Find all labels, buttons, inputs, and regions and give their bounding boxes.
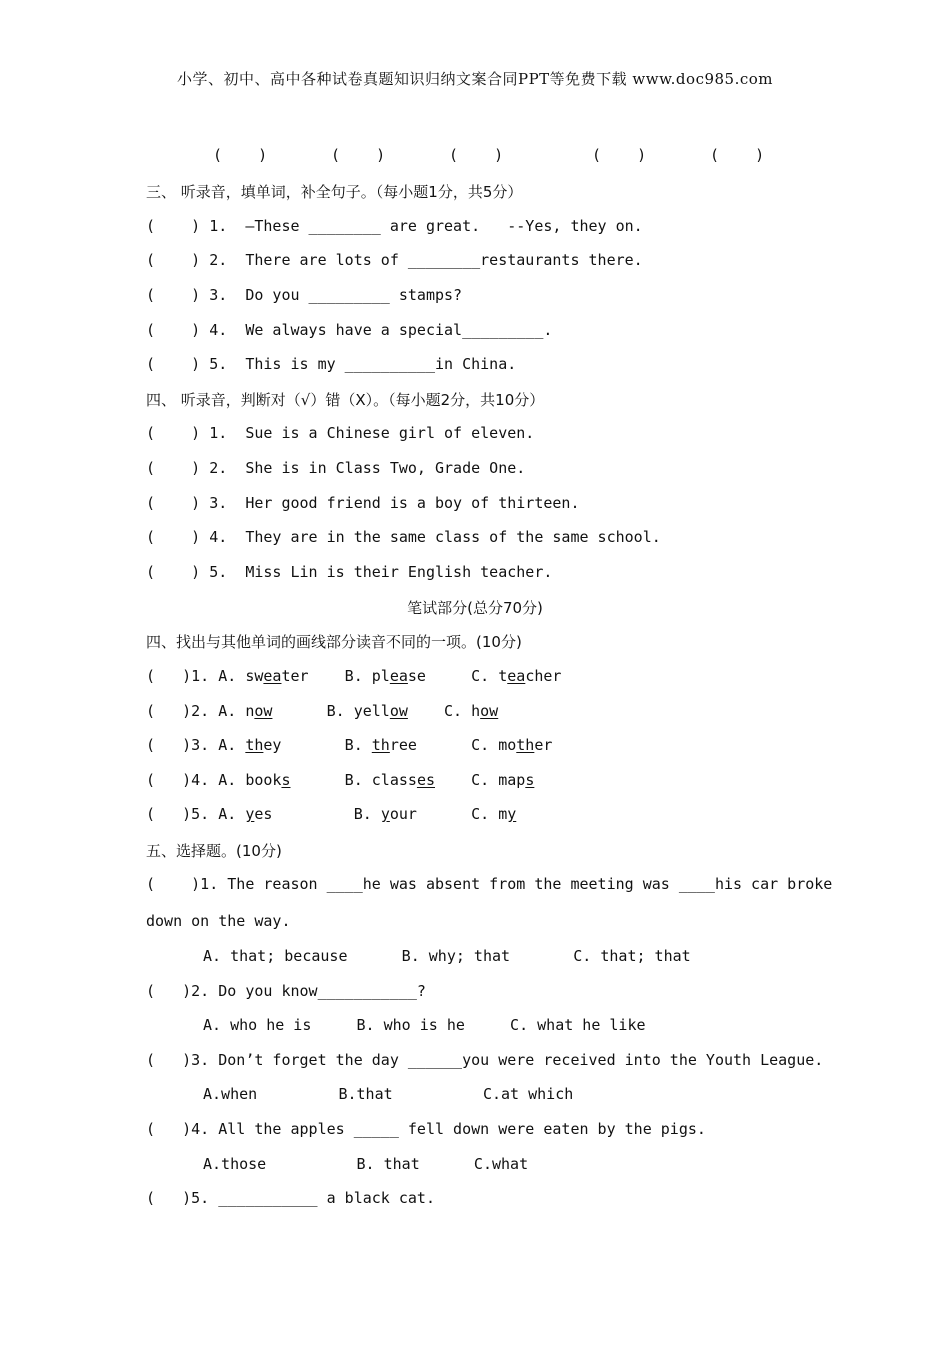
question-line: ( ) 2. There are lots of ________restaurants there.: [146, 251, 643, 269]
page-header: 小学、初中、高中各种试卷真题知识归纳文案合同PPT等免费下载 www.doc985.com: [176, 70, 774, 88]
phonics-line: ( )1. A. sweater B. please C. teacher: [146, 667, 562, 685]
answer-paren: ( ): [449, 146, 504, 164]
phonics-line: ( )5. A. yes B. your C. my: [146, 805, 517, 823]
section-4a-title: 四、 听录音，判断对（√）错（X）。（每小题2分，共10分）: [146, 391, 545, 409]
answer-paren: ( ): [331, 146, 386, 164]
options-line: A. that; because B. why; that C. that; that: [203, 947, 691, 965]
question-line: ( ) 1. Sue is a Chinese girl of eleven.: [146, 424, 535, 442]
question-line: ( ) 5. This is my __________in China.: [146, 355, 517, 373]
question-line: ( ) 2. She is in Class Two, Grade One.: [146, 459, 526, 477]
options-line: A. who he is B. who is he C. what he like: [203, 1016, 646, 1034]
options-line: A.when B.that C.at which: [203, 1085, 574, 1103]
question-line: ( ) 3. Do you _________ stamps?: [146, 286, 463, 304]
question-line: ( )5. ___________ a black cat.: [146, 1189, 435, 1207]
answer-paren: ( ): [592, 146, 647, 164]
answer-paren: ( ): [213, 146, 268, 164]
phonics-line: ( )3. A. they B. three C. mother: [146, 736, 553, 754]
question-line: ( )1. The reason ____he was absent from the meeting was ____his car broke: [146, 875, 833, 893]
question-line: ( )4. All the apples _____ fell down were eaten by the pigs.: [146, 1120, 706, 1138]
section-5-title: 五、选择题。(10分): [146, 842, 282, 860]
phonics-line: ( )4. A. books B. classes C. maps: [146, 771, 535, 789]
question-line: ( )2. Do you know___________?: [146, 982, 426, 1000]
section-4b-title: 四、找出与其他单词的画线部分读音不同的一项。(10分): [146, 633, 522, 651]
question-line: ( ) 5. Miss Lin is their English teacher.: [146, 563, 553, 581]
question-line: ( ) 3. Her good friend is a boy of thirteen.: [146, 494, 580, 512]
written-part-title: 笔试部分(总分70分): [407, 599, 543, 617]
section-3-title: 三、 听录音，填单词，补全句子。（每小题1分，共5分）: [146, 183, 523, 201]
question-line: ( ) 4. We always have a special_________.: [146, 321, 553, 339]
answer-paren: ( ): [710, 146, 765, 164]
question-line: ( ) 4. They are in the same class of the same school.: [146, 528, 661, 546]
question-line: ( ) 1. –These ________ are great. --Yes, they on.: [146, 217, 643, 235]
question-line: down on the way.: [146, 912, 291, 930]
phonics-line: ( )2. A. now B. yellow C. how: [146, 702, 499, 720]
options-line: A.those B. that C.what: [203, 1155, 529, 1173]
question-line: ( )3. Don’t forget the day ______you were received into the Youth League.: [146, 1051, 824, 1069]
answer-paren-row: [0, 146, 950, 166]
